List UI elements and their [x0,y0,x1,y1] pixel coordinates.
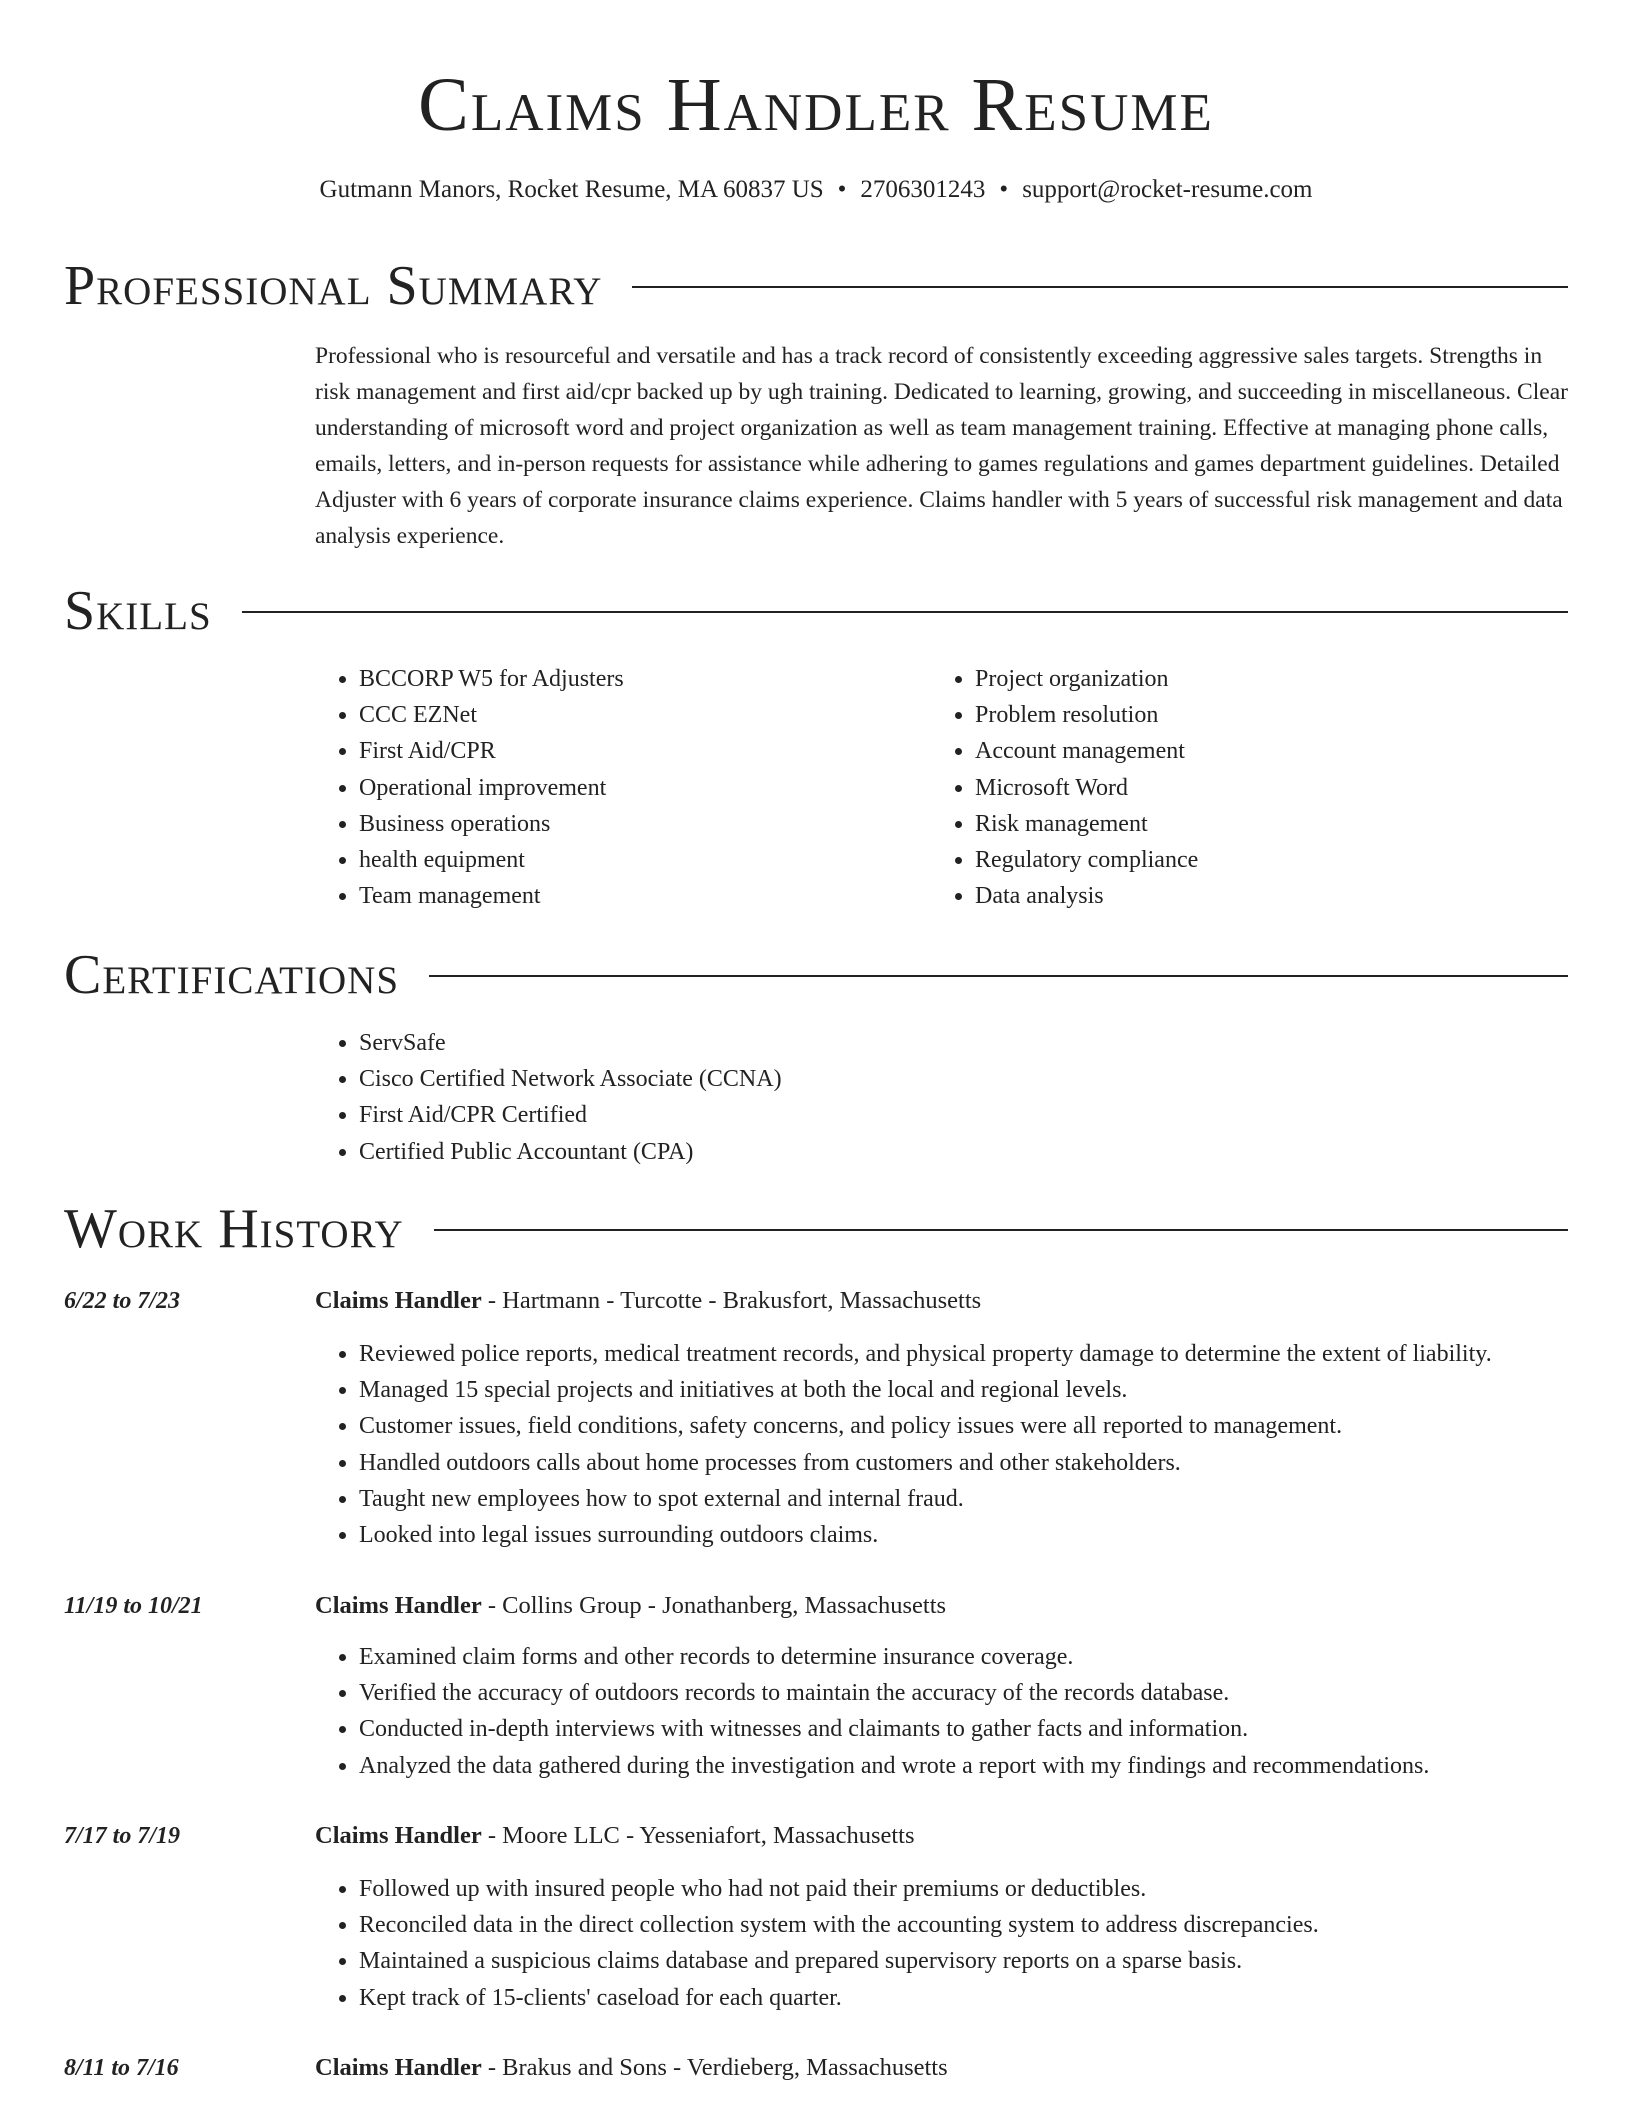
duty-item: • Looked into legal issues surrounding outdoors claims. [359,1517,1615,1553]
job-role: Claims Handler [315,1592,482,1619]
section-title-work-history: Work History [64,1198,404,1260]
duty-item: • Reviewed police reports, medical treatment records, and physical property damage to determine the extent of liability. [359,1336,1615,1372]
skill-item: • Regulatory compliance [975,842,1531,878]
certifications-block [315,1025,1515,1170]
job-heading [315,1589,946,1623]
section-divider [429,975,1568,977]
job-details: - Collins Group - Jonathanberg, Massachusetts [481,1592,947,1619]
section-divider [242,611,1568,613]
skill-item: • BCCORP W5 for Adjusters [359,661,915,697]
section-header-certifications [64,940,1568,1010]
section-title-certifications: Certifications [64,944,400,1006]
job-details: - Hartmann - Turcotte - Brakusfort, Massachusetts [481,1287,982,1314]
duties-list [315,1336,1615,1553]
certification-item: • ServSafe [359,1025,1515,1061]
contact-address: Gutmann Manors, Rocket Resume, MA 60837 US [319,176,824,203]
section-header-work-history [64,1194,1568,1264]
job-role: Claims Handler [315,1287,482,1314]
skill-item: • Data analysis [975,878,1531,914]
section-header-skills [64,576,1568,646]
duty-item: • Customer issues, field conditions, safety concerns, and policy issues were all reported to management. [359,1408,1615,1444]
skill-item: • Business operations [359,806,915,842]
certification-item: • Certified Public Accountant (CPA) [359,1134,1515,1170]
duty-item: • Conducted in-depth interviews with witnesses and claimants to gather facts and information. [359,1711,1615,1747]
contact-email: support@rocket-resume.com [1022,176,1313,203]
skill-item: • First Aid/CPR [359,733,915,769]
job-heading [315,2051,948,2085]
duty-item: • Reconciled data in the direct collection system with the accounting system to address discrepancies. [359,1907,1615,1943]
skill-item: • health equipment [359,842,915,878]
duty-item: • Kept track of 15-clients' caseload for each quarter. [359,1980,1615,2016]
section-title-summary: Professional Summary [64,255,603,317]
duty-item: • Managed 15 special projects and initiatives at both the local and regional levels. [359,1372,1615,1408]
job-dates: 6/22 to 7/23 [64,1288,181,1314]
skill-item: • Risk management [975,806,1531,842]
skill-item: • Problem resolution [975,697,1531,733]
certification-item: • First Aid/CPR Certified [359,1097,1515,1133]
skill-item: • Operational improvement [359,770,915,806]
job-details: - Moore LLC - Yesseniafort, Massachusetts [481,1822,915,1849]
skill-item: • Microsoft Word [975,770,1531,806]
duty-item: • Verified the accuracy of outdoors records to maintain the accuracy of the records database. [359,1675,1615,1711]
duty-item: • Followed up with insured people who had not paid their premiums or deductibles. [359,1871,1615,1907]
job-dates: 11/19 to 10/21 [64,1593,203,1619]
skill-item: • Team management [359,878,915,914]
skill-item: • Project organization [975,661,1531,697]
duty-item: • Examined claim forms and other records to determine insurance coverage. [359,1639,1615,1675]
job-duties [315,1871,1615,2016]
job-dates: 7/17 to 7/19 [64,1823,181,1849]
job-duties [315,1639,1615,1784]
job-heading [315,1819,915,1853]
job-role: Claims Handler [315,2054,482,2081]
duty-item: • Handled outdoors calls about home processes from customers and other stakeholders. [359,1445,1615,1481]
job-duties [315,1336,1615,1553]
duty-item: • Maintained a suspicious claims database and prepared supervisory reports on a sparse basis. [359,1943,1615,1979]
skills-column-right [931,661,1531,914]
duty-item: • Taught new employees how to spot external and internal fraud. [359,1481,1615,1517]
summary-text: Professional who is resourceful and versatile and has a track record of consistently exceeding aggressive sales targets. Strengths in risk management and first aid/cpr backed up by ugh training. Dedicated to learning, growing, and succeeding in miscellaneous. Clear understanding of microsoft word and project organization as well as team management training. Effective at managing phone calls, emails, letters, and in-person requests for assistance while adhering to games regulations and games department guidelines. Detailed Adjuster with 6 years of corporate insurance claims experience. Claims handler with 5 years of successful risk management and data analysis experience. [315,343,1568,549]
duty-item: • Analyzed the data gathered during the investigation and wrote a report with my findings and recommendations. [359,1748,1615,1784]
skill-item: • Account management [975,733,1531,769]
section-divider [632,286,1568,288]
skills-list-left [315,661,915,914]
resume-title: Claims Handler Resume [418,63,1214,147]
job-role: Claims Handler [315,1822,482,1849]
section-divider [434,1229,1568,1231]
certification-item: • Cisco Certified Network Associate (CCNA) [359,1061,1515,1097]
skills-column-left [315,661,915,914]
skills-list-right [931,661,1531,914]
certifications-list [315,1025,1515,1170]
contact-separator: • [999,176,1009,203]
duties-list [315,1639,1615,1784]
job-details: - Brakus and Sons - Verdieberg, Massachusetts [481,2054,948,2081]
contact-phone: 2706301243 [860,176,986,203]
section-header-summary [64,251,1568,321]
job-dates: 8/11 to 7/16 [64,2055,179,2081]
section-title-skills: Skills [64,580,212,642]
contact-line [0,173,1632,207]
duties-list [315,1871,1615,2016]
skill-item: • CCC EZNet [359,697,915,733]
contact-separator: • [837,176,847,203]
job-heading [315,1284,981,1318]
